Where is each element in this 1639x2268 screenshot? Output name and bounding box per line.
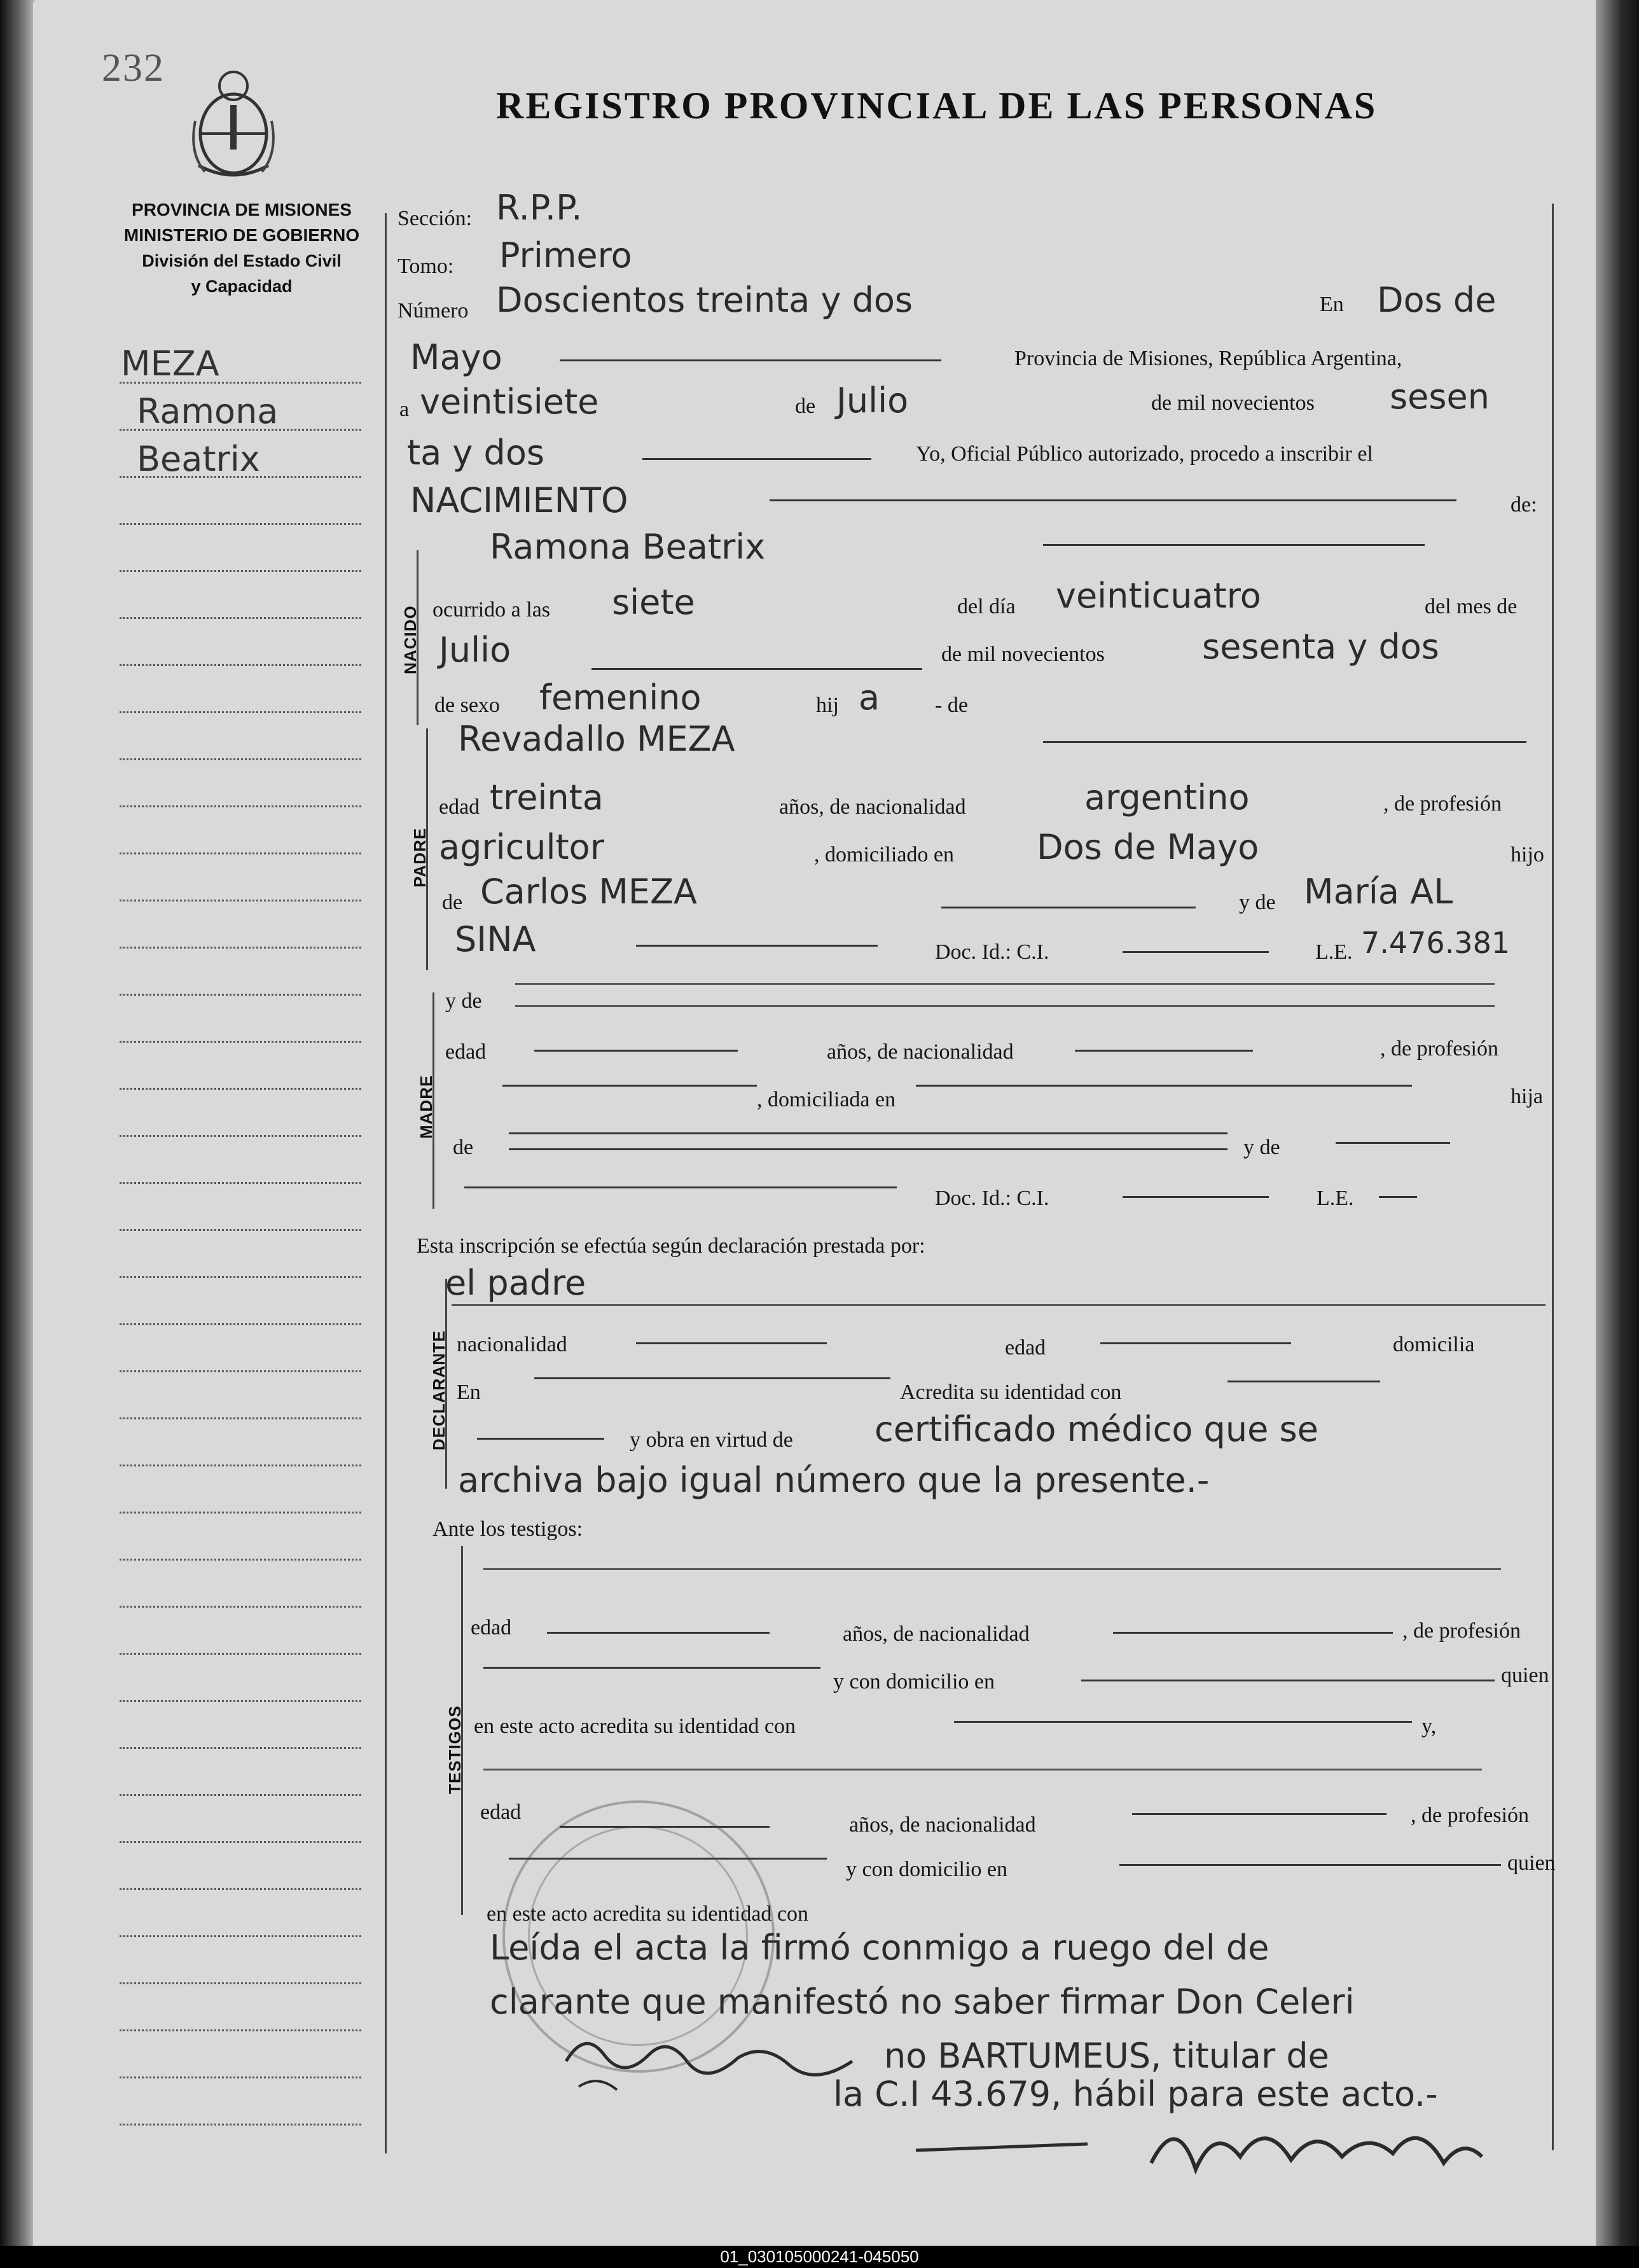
value-dia-nacimiento: veinticuatro (1056, 576, 1261, 616)
value-hij-suffix: a (859, 678, 880, 718)
label-testigo1-quien: quien (1501, 1664, 1549, 1687)
label-de-mil-novecientos: de mil novecientos (1151, 391, 1315, 415)
label-madre-y-de-2: y de (1243, 1136, 1280, 1159)
label-madre-de: de (453, 1136, 474, 1159)
label-madre-nacionalidad: años, de nacionalidad (827, 1040, 1014, 1064)
margin-rule (120, 1935, 361, 1937)
label-madre-domiciliada: , domiciliada en (757, 1088, 896, 1111)
official-seal-inner-ring (528, 1826, 748, 2046)
fill-line (534, 1050, 738, 1052)
fill-line (452, 1304, 1546, 1306)
fill-line (1100, 1342, 1291, 1344)
value-anio-2: ta y dos (407, 433, 544, 473)
side-label-madre: MADRE (417, 1075, 436, 1139)
label-guion-de: - de (935, 693, 968, 717)
label-testigo1-domicilio: y con domicilio en (833, 1670, 995, 1694)
margin-rule (120, 994, 361, 996)
label-madre-profesion: , de profesión (1380, 1037, 1499, 1061)
value-abuelo: Carlos MEZA (480, 872, 697, 912)
label-de-abuelo: de (442, 891, 463, 914)
margin-rule (120, 570, 361, 572)
label-de-mil-novecientos-nac: de mil novecientos (941, 643, 1105, 666)
margin-rule (120, 664, 361, 666)
margin-rule (120, 1841, 361, 1843)
value-obra-2: archiva bajo igual número que la presente.- (458, 1460, 1210, 1500)
margin-rule (120, 523, 361, 525)
value-obra-1: certificado médico que se (875, 1409, 1318, 1449)
closing-line-2: clarante que manifestó no saber firmar Don Celeri (490, 1982, 1355, 2022)
label-padre-domiciliado: , domiciliado en (814, 843, 955, 866)
label-testigo2-quien: quien (1507, 1851, 1556, 1875)
value-dia: veintisiete (420, 382, 599, 422)
fill-line (642, 458, 871, 460)
value-padre-domicilio: Dos de Mayo (1037, 827, 1259, 867)
value-padre-profesion: agricultor (439, 827, 604, 867)
agency-capacity: y Capacidad (191, 277, 293, 296)
value-abuela-2: SINA (455, 919, 536, 959)
margin-rule (120, 805, 361, 807)
margin-rule (120, 2124, 361, 2125)
fill-line (941, 907, 1196, 908)
label-padre-nacionalidad: años, de nacionalidad (779, 795, 966, 819)
label-ocurrido: ocurrido a las (432, 598, 551, 622)
agency-header (108, 197, 375, 299)
value-acto: NACIMIENTO (410, 480, 628, 520)
label-madre-edad: edad (445, 1040, 487, 1064)
fill-line (770, 499, 1456, 501)
fill-line (1228, 1381, 1380, 1382)
page-number: 232 (102, 46, 165, 90)
label-declarante-obra: y obra en virtud de (630, 1428, 793, 1452)
label-yo-oficial: Yo, Oficial Público autorizado, procedo a inscribir el (916, 442, 1373, 466)
label-de-sexo: de sexo (434, 693, 500, 717)
fill-line (591, 668, 922, 670)
fill-line (1132, 1813, 1387, 1815)
right-binding (1596, 0, 1639, 2246)
value-en-place: Dos de (1377, 280, 1497, 320)
label-madre-le: L.E. (1317, 1186, 1354, 1210)
margin-rule (120, 1323, 361, 1325)
fill-line (1043, 544, 1425, 546)
fill-line (1075, 1050, 1253, 1052)
value-padre-nombre: Revadallo MEZA (458, 719, 735, 759)
margin-rule (120, 1512, 361, 1513)
label-declarante-acredita: Acredita su identidad con (900, 1381, 1122, 1404)
margin-surname: MEZA (121, 344, 219, 384)
label-numero: Número (398, 299, 469, 323)
fill-line (534, 1377, 890, 1379)
margin-rule (120, 1794, 361, 1796)
label-declarante-nacionalidad: nacionalidad (457, 1333, 567, 1356)
margin-rule (120, 1276, 361, 1278)
value-padre-edad: treinta (490, 777, 604, 817)
value-nombre: Ramona Beatrix (490, 527, 766, 567)
label-madre-y-de: y de (445, 989, 482, 1013)
margin-rule (120, 2029, 361, 2031)
value-mes-nacimiento: Julio (439, 630, 511, 670)
side-label-declarante: DECLARANTE (429, 1330, 448, 1451)
fill-line (515, 1005, 1495, 1007)
fill-line (547, 1632, 770, 1634)
fill-line (509, 1148, 1228, 1150)
margin-rule (120, 1747, 361, 1749)
value-padre-le: 7.476.381 (1361, 926, 1511, 960)
label-de-colon: de: (1511, 493, 1537, 517)
fill-line (477, 1438, 604, 1440)
label-testigo2-edad: edad (480, 1800, 522, 1824)
value-anio-1: sesen (1390, 377, 1490, 417)
side-label-padre: PADRE (410, 827, 429, 887)
value-sexo: femenino (539, 678, 702, 718)
closing-line-1: Leída el acta la firmó conmigo a ruego del de (490, 1928, 1269, 1968)
label-testigo2-domicilio: y con domicilio en (846, 1858, 1008, 1881)
label-de-mes: de (795, 394, 816, 418)
margin-rule (120, 900, 361, 901)
margin-rule (120, 1888, 361, 1890)
margin-first-name: Ramona (137, 391, 279, 431)
margin-rule (120, 1559, 361, 1561)
margin-rule (120, 1464, 361, 1466)
fill-line (1123, 1196, 1269, 1198)
margin-rule (120, 476, 361, 478)
label-testigo1-profesion: , de profesión (1402, 1619, 1521, 1643)
fill-line (1336, 1142, 1450, 1144)
margin-rule (120, 1229, 361, 1231)
fill-line (515, 983, 1495, 985)
label-ante-testigos: Ante los testigos: (432, 1517, 583, 1541)
margin-rule (120, 1700, 361, 1702)
fill-line (1043, 741, 1526, 743)
agency-province: PROVINCIA DE MISIONES (132, 200, 352, 219)
closing-line-3: no BARTUMEUS, titular de (884, 2036, 1329, 2076)
fill-line (560, 359, 941, 361)
value-anio-nacimiento: sesenta y dos (1202, 627, 1439, 667)
label-testigo2-nacionalidad: años, de nacionalidad (849, 1813, 1036, 1837)
fill-line (1113, 1632, 1393, 1634)
agency-division: División del Estado Civil (142, 251, 342, 270)
label-del-dia: del día (957, 595, 1016, 618)
margin-rule (120, 1088, 361, 1090)
margin-rule (120, 429, 361, 431)
fill-line (1123, 951, 1269, 953)
label-a: a (399, 398, 410, 421)
label-y-de-abuela: y de (1239, 891, 1276, 914)
label-testigo1-edad: edad (471, 1616, 512, 1639)
value-declarante: el padre (445, 1263, 586, 1303)
margin-rule (120, 852, 361, 854)
fill-line (636, 1342, 827, 1344)
value-mes: Julio (836, 380, 909, 421)
closing-line-4: la C.I 43.679, hábil para este acto.- (833, 2074, 1438, 2114)
fill-line (1081, 1680, 1495, 1681)
book-spine (0, 0, 38, 2268)
margin-rule (120, 711, 361, 713)
label-en: En (1320, 293, 1344, 316)
frame-left-line (385, 213, 387, 2153)
margin-rule (120, 1182, 361, 1184)
margin-rule (120, 1041, 361, 1043)
label-hij: hij (816, 693, 839, 717)
fill-line (483, 1769, 1482, 1771)
side-label-testigos: TESTIGOS (445, 1705, 464, 1794)
label-declarante-en: En (457, 1381, 481, 1404)
label-testigo1-acredita: en este acto acredita su identidad con (474, 1715, 796, 1738)
margin-rule (120, 947, 361, 949)
register-page (33, 0, 1596, 2246)
label-madre-doc-id: Doc. Id.: C.I. (935, 1186, 1049, 1210)
margin-rule (120, 2077, 361, 2078)
value-abuela-1: María AL (1304, 872, 1453, 912)
margin-rule (120, 1370, 361, 1372)
margin-rule (120, 1982, 361, 1984)
fill-line (954, 1721, 1412, 1723)
label-esta-inscripcion: Esta inscripción se efectúa según declaración prestada por: (417, 1234, 925, 1258)
label-padre-profesion: , de profesión (1383, 792, 1502, 816)
fill-line (1119, 1864, 1501, 1866)
value-padre-nacionalidad: argentino (1084, 777, 1250, 817)
margin-rule (120, 382, 361, 384)
label-testigo2-acredita: en este acto acredita su identidad con (487, 1902, 808, 1926)
label-declarante-edad: edad (1005, 1336, 1046, 1360)
value-en-place-continued: Mayo (410, 337, 502, 377)
label-padre-doc-id: Doc. Id.: C.I. (935, 940, 1049, 964)
argentina-coat-of-arms-icon (186, 57, 281, 184)
side-label-nacido: NACIDO (401, 605, 420, 674)
margin-rule (120, 617, 361, 619)
margin-rule (120, 1135, 361, 1137)
label-testigo1-nacionalidad: años, de nacionalidad (843, 1622, 1030, 1646)
fill-line (509, 1132, 1228, 1134)
label-provincia: Provincia de Misiones, República Argentina, (1014, 347, 1402, 370)
label-hijo: hijo (1511, 843, 1544, 866)
fill-line (636, 945, 878, 947)
fill-line (483, 1568, 1501, 1570)
value-hora: siete (612, 582, 695, 622)
page-title: REGISTRO PROVINCIAL DE LAS PERSONAS (496, 85, 1378, 127)
fill-line (916, 1085, 1412, 1087)
value-seccion: R.P.P. (496, 188, 583, 228)
fill-line (464, 1186, 897, 1188)
margin-rule (120, 1606, 361, 1608)
image-footer-id: 01_030105000241-045050 (0, 2246, 1639, 2268)
label-declarante-domicilia: domicilia (1393, 1333, 1475, 1356)
label-hija: hija (1511, 1085, 1543, 1108)
label-tomo: Tomo: (398, 254, 454, 278)
label-seccion: Sección: (398, 207, 473, 230)
label-del-mes: del mes de (1425, 595, 1518, 618)
margin-rule (120, 1653, 361, 1655)
agency-ministry: MINISTERIO DE GOBIERNO (123, 225, 360, 245)
fill-line (483, 1667, 820, 1669)
label-padre-edad: edad (439, 795, 480, 819)
official-signature-icon (909, 2099, 1546, 2182)
fill-line (502, 1085, 757, 1087)
margin-middle-name: Beatrix (137, 439, 260, 479)
label-testigo2-profesion: , de profesión (1411, 1804, 1530, 1827)
fill-line (1379, 1196, 1417, 1198)
margin-rule (120, 758, 361, 760)
label-testigo1-y: y, (1421, 1715, 1437, 1738)
margin-rule (120, 1417, 361, 1419)
value-tomo: Primero (499, 235, 632, 275)
value-numero: Doscientos treinta y dos (496, 280, 913, 320)
label-padre-le: L.E. (1315, 940, 1353, 964)
